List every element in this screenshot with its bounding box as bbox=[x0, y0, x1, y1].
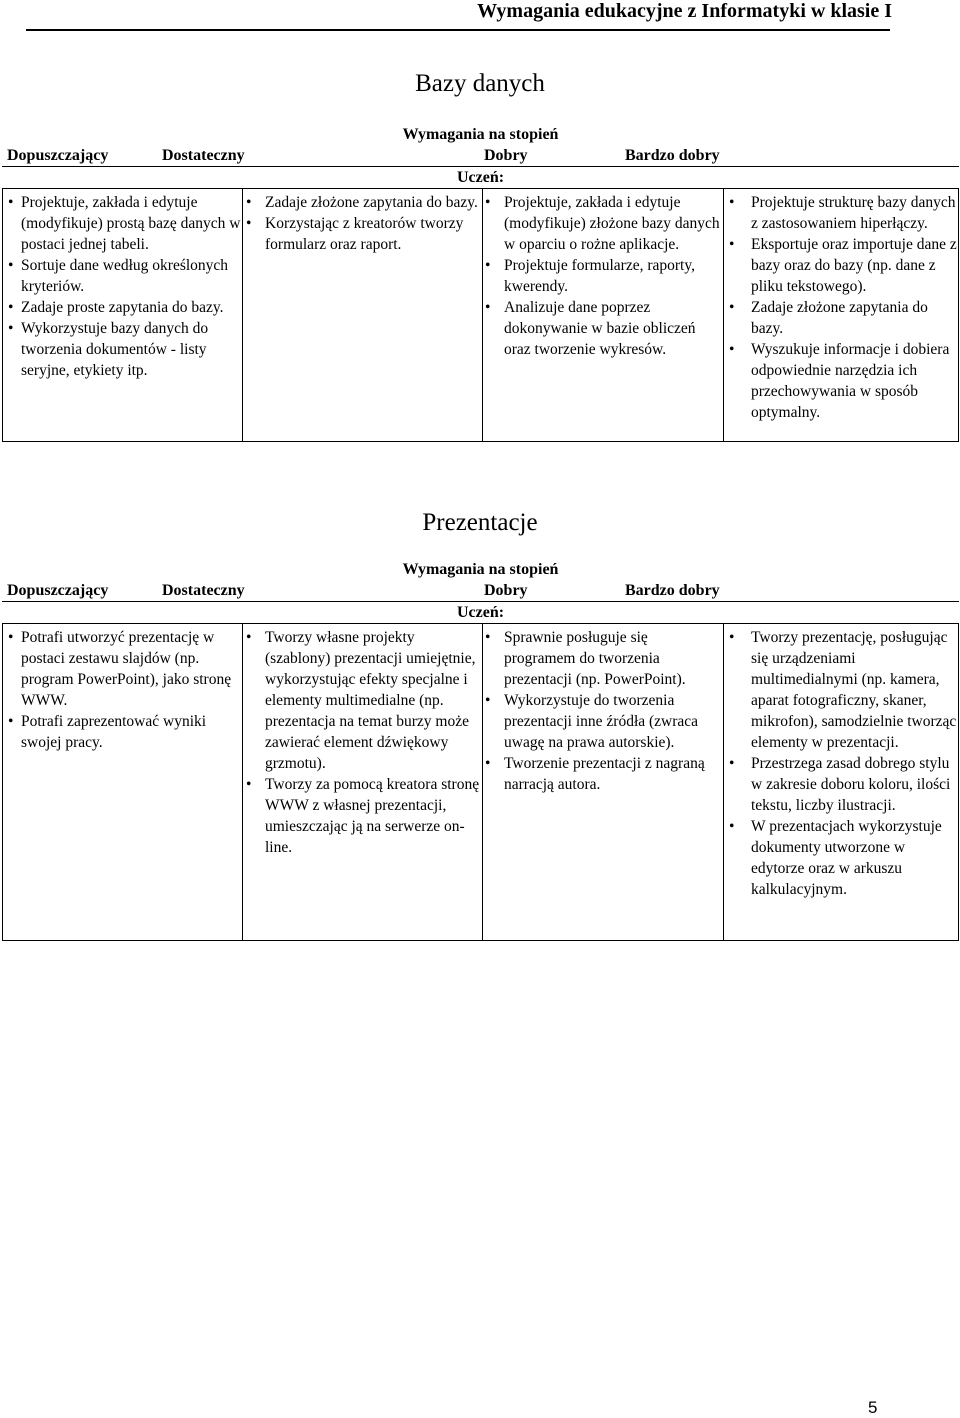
section-title-presentations: Prezentacje bbox=[422, 509, 538, 536]
column-dobry bbox=[482, 624, 723, 940]
requirements-grid bbox=[2, 623, 959, 941]
level-dopuszczajacy: Dopuszczający bbox=[7, 147, 109, 164]
student-label: Uczeń: bbox=[456, 169, 505, 186]
requirements-table-presentations bbox=[2, 559, 959, 941]
level-bardzo-dobry: Bardzo dobry bbox=[625, 582, 720, 599]
requirements-label: Wymagania na stopień bbox=[402, 561, 559, 578]
level-dobry: Dobry bbox=[484, 582, 528, 599]
list-item: • Przestrzega zasad dobrego stylu w zakresie doboru koloru, ilości tekstu, liczby ilustracji. bbox=[724, 753, 960, 816]
list-item: • Tworzy za pomocą kreatora stronę WWW z własnej prezentacji, umieszczając ją na serwerze on-line. bbox=[243, 774, 482, 858]
list-item: • Wykorzystuje do tworzenia prezentacji inne źródła (zwraca uwagę na prawa autorskie). bbox=[483, 690, 723, 753]
requirements-grid bbox=[2, 188, 959, 442]
column-dostateczny bbox=[242, 189, 482, 441]
column-bardzo-dobry bbox=[723, 624, 960, 940]
grade-levels-row bbox=[2, 145, 959, 167]
requirements-label: Wymagania na stopień bbox=[402, 126, 559, 143]
section-title-databases: Bazy danych bbox=[415, 70, 545, 97]
list-item: • Tworzenie prezentacji z nagraną narracją autora. bbox=[483, 753, 723, 795]
list-item: • Korzystając z kreatorów tworzy formularz oraz raport. bbox=[243, 213, 482, 255]
list-item: • W prezentacjach wykorzystuje dokumenty utworzone w edytorze oraz w arkuszu kalkulacyjnym. bbox=[724, 816, 960, 900]
level-dostateczny: Dostateczny bbox=[162, 147, 245, 164]
column-dobry bbox=[482, 189, 723, 441]
list-item: • Potrafi utworzyć prezentację w postaci zestawu slajdów (np. program PowerPoint), jako stronę WWW. bbox=[3, 627, 242, 711]
column-dostateczny bbox=[242, 624, 482, 940]
list-item: • Wyszukuje informacje i dobiera odpowiednie narzędzia ich przechowywania w sposób optymalny. bbox=[724, 339, 960, 423]
list-item: • Projektuje strukturę bazy danych z zastosowaniem hiperłączy. bbox=[724, 192, 960, 234]
list-item: • Tworzy prezentację, posługując się urządzeniami multimedialnymi (np. kamera, aparat fotograficzny, skaner, mikrofon), samodzielnie tworząc elementy w prezentacji. bbox=[724, 627, 960, 753]
list-item: • Projektuje formularze, raporty, kwerendy. bbox=[483, 255, 723, 297]
list-item: • Analizuje dane poprzez dokonywanie w bazie obliczeń oraz tworzenie wykresów. bbox=[483, 297, 723, 360]
document-header-title: Wymagania edukacyjne z Informatyki w klasie I bbox=[477, 0, 892, 22]
page-number: 5 bbox=[868, 1398, 878, 1417]
column-dopuszczajacy bbox=[3, 624, 242, 940]
column-bardzo-dobry bbox=[723, 189, 960, 441]
list-item: • Sortuje dane według określonych kryteriów. bbox=[3, 255, 242, 297]
list-item: • Zadaje złożone zapytania do bazy. bbox=[243, 192, 482, 213]
list-item: • Zadaje proste zapytania do bazy. bbox=[3, 297, 242, 318]
header-rule bbox=[26, 29, 890, 31]
student-label: Uczeń: bbox=[456, 604, 505, 621]
requirements-table-databases bbox=[2, 124, 959, 442]
list-item: • Potrafi zaprezentować wyniki swojej pracy. bbox=[3, 711, 242, 753]
list-item: • Tworzy własne projekty (szablony) prezentacji umiejętnie, wykorzystując efekty specjalne i elementy multimedialne (np. prezentacja na temat burzy może zawierać element dźwiękowy grzmotu). bbox=[243, 627, 482, 774]
list-item: • Sprawnie posługuje się programem do tworzenia prezentacji (np. PowerPoint). bbox=[483, 627, 723, 690]
level-dobry: Dobry bbox=[484, 147, 528, 164]
list-item: • Wykorzystuje bazy danych do tworzenia dokumentów - listy seryjne, etykiety itp. bbox=[3, 318, 242, 381]
level-bardzo-dobry: Bardzo dobry bbox=[625, 147, 720, 164]
list-item: • Projektuje, zakłada i edytuje (modyfikuje) złożone bazy danych w oparciu o rożne aplikacje. bbox=[483, 192, 723, 255]
column-dopuszczajacy bbox=[3, 189, 242, 441]
level-dostateczny: Dostateczny bbox=[162, 582, 245, 599]
level-dopuszczajacy: Dopuszczający bbox=[7, 582, 109, 599]
list-item: • Eksportuje oraz importuje dane z bazy oraz do bazy (np. dane z pliku tekstowego). bbox=[724, 234, 960, 297]
grade-levels-row bbox=[2, 580, 959, 602]
list-item: • Projektuje, zakłada i edytuje (modyfikuje) prostą bazę danych w postaci jednej tabeli. bbox=[3, 192, 242, 255]
list-item: • Zadaje złożone zapytania do bazy. bbox=[724, 297, 960, 339]
